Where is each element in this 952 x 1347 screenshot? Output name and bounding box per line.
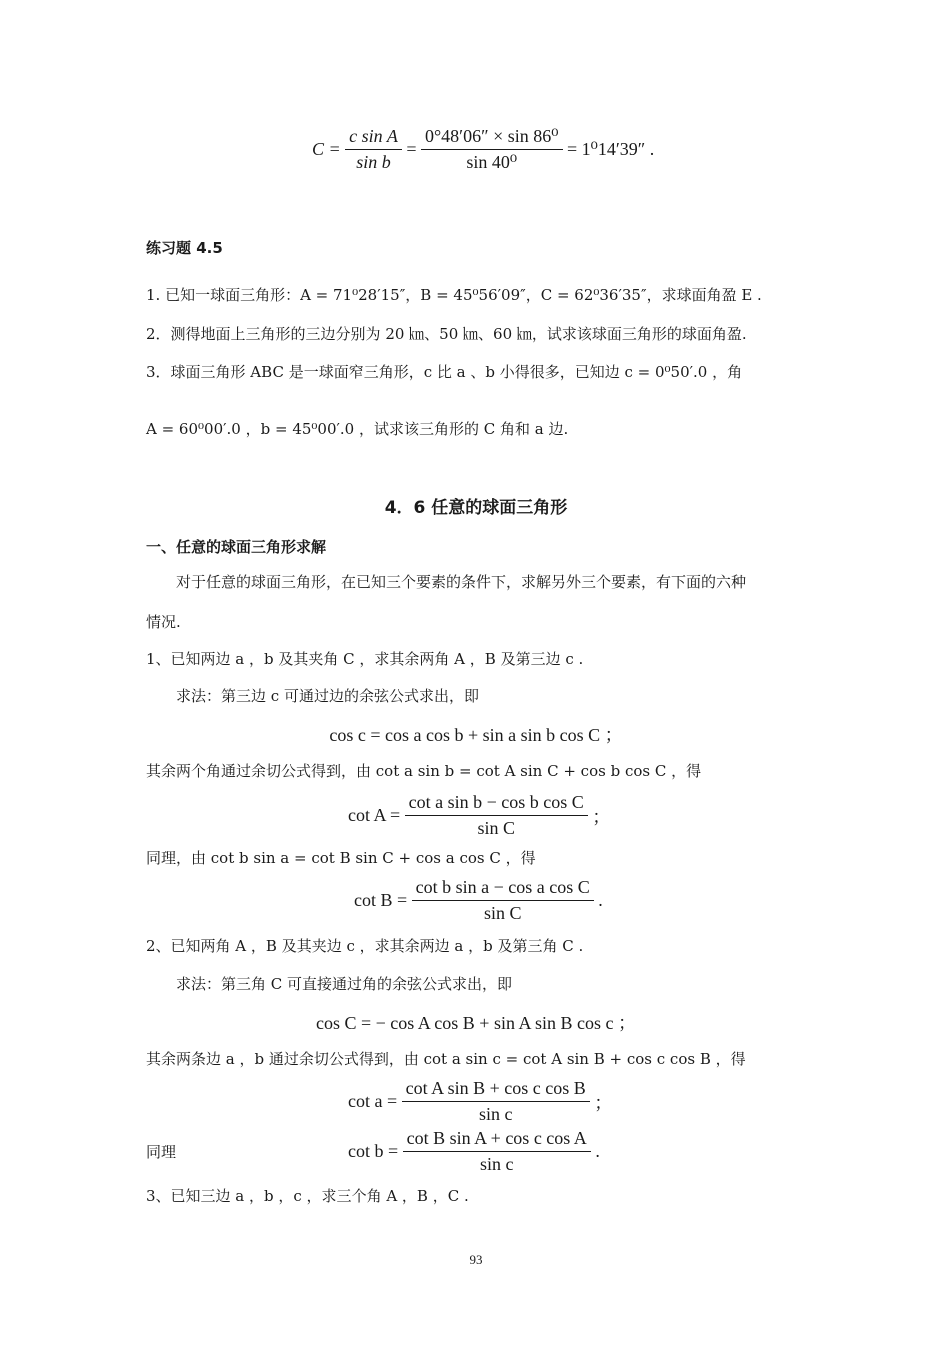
top-formula-frac2-den: sin 40⁰ <box>466 152 518 172</box>
case-2-eq2-num: cot A sin B + cos c cos B <box>402 1078 590 1102</box>
case-2-eq2-lhs: cot a = <box>348 1091 398 1111</box>
top-formula-frac1 <box>345 126 402 173</box>
page-number: 93 <box>469 1252 483 1267</box>
case-1-text-3: 同理，由 cot b sin a = cot B sin C + cos a cos C ，得 <box>146 849 536 867</box>
top-formula-frac2 <box>421 126 563 173</box>
case-1-equation-3 <box>354 877 603 924</box>
case-2-eq3-frac <box>403 1128 591 1175</box>
case-1-eq2-lhs: cot A = <box>348 805 401 825</box>
case-1-eq3-num: cot b sin a − cos a cos C <box>412 877 594 901</box>
exercise-item-3-line-1: 3．球面三角形 ABC 是一球面窄三角形，c 比 a 、b 小得很多，已知边 c = 0⁰50′.0 ，角 <box>146 363 743 381</box>
case-2-eq3-lhs: cot b = <box>348 1141 399 1161</box>
exercise-title: 练习题 4.5 <box>146 239 223 257</box>
exercise-item-3-line-2: A = 60⁰00′.0 ，b = 45⁰00′.0 ，试求该三角形的 C 角和 a 边. <box>146 420 569 438</box>
case-2-equation-3 <box>348 1128 600 1175</box>
top-formula-eq: = <box>406 139 417 159</box>
case-1-equation-2 <box>348 792 610 839</box>
case-1-eq2-frac <box>405 792 588 839</box>
top-formula-rhs: = 1⁰14′39″ . <box>567 139 655 159</box>
case-2-text-2: 其余两条边 a ，b 通过余切公式得到，由 cot a sin c = cot A sin B + cos c cos B ，得 <box>146 1050 746 1068</box>
case-1-eq3-frac <box>412 877 594 924</box>
exercise-item-1: 1. 已知一球面三角形：A = 71⁰28′15″，B = 45⁰56′09″，C = 62⁰36′35″，求球面角盈 E . <box>146 286 762 304</box>
case-2-eq3-den: sin c <box>479 1154 514 1174</box>
section-title: 4．6 任意的球面三角形 <box>384 498 568 518</box>
top-formula-frac1-den: sin b <box>356 152 391 172</box>
case-1-text-2: 其余两个角通过余切公式得到，由 cot a sin b = cot A sin C + cos b cos C ，得 <box>146 762 702 780</box>
case-2-eq2-den: sin c <box>478 1104 513 1124</box>
case-2-equation-2 <box>348 1078 612 1125</box>
exercise-item-2: 2．测得地面上三角形的三边分别为 20 ㎞、50 ㎞、60 ㎞，试求该球面三角形的球面角盈. <box>146 325 747 343</box>
case-2-heading: 2、已知两角 A ，B 及其夹边 c ，求其余两边 a ，b 及第三角 C . <box>146 937 584 955</box>
top-formula-frac2-num: 0°48′06″ × sin 86⁰ <box>421 126 563 150</box>
case-1-eq3-lhs: cot B = <box>354 890 408 910</box>
case-2-eq3-tail: . <box>595 1141 600 1161</box>
section-subtitle: 一、任意的球面三角形求解 <box>146 538 327 556</box>
top-formula-frac1-num: c sin A <box>345 126 402 150</box>
case-2-same: 同理 <box>146 1143 177 1161</box>
intro-line-2: 情况. <box>146 613 181 631</box>
intro-line-1: 对于任意的球面三角形，在已知三个要素的条件下，求解另外三个要素，有下面的六种 <box>176 573 747 591</box>
case-1-eq2-num: cot a sin b − cos b cos C <box>405 792 588 816</box>
case-1-eq3-tail: . <box>598 890 603 910</box>
case-1-heading: 1、已知两边 a ，b 及其夹角 C ，求其余两角 A ，B 及第三边 c . <box>146 650 584 668</box>
case-3-heading: 3、已知三边 a ，b ，c ，求三个角 A ，B ，C . <box>146 1187 469 1205</box>
top-formula-lhs: C = <box>312 139 341 159</box>
case-1-eq2-tail: ； <box>592 806 611 827</box>
case-1-method: 求法：第三边 c 可通过边的余弦公式求出，即 <box>176 687 479 705</box>
case-1-eq3-den: sin C <box>483 903 522 923</box>
top-formula <box>312 126 655 186</box>
case-2-eq2-tail: ； <box>594 1092 613 1113</box>
case-1-eq2-den: sin C <box>477 818 515 838</box>
case-2-eq3-num: cot B sin A + cos c cos A <box>403 1128 591 1152</box>
case-2-equation-1: cos C = − cos A cos B + sin A sin B cos c ； <box>316 1013 636 1033</box>
case-1-equation-1: cos c = cos a cos b + sin a sin b cos C ； <box>329 725 623 745</box>
case-2-eq2-frac <box>402 1078 590 1125</box>
case-2-method: 求法：第三角 C 可直接通过角的余弦公式求出，即 <box>176 975 513 993</box>
